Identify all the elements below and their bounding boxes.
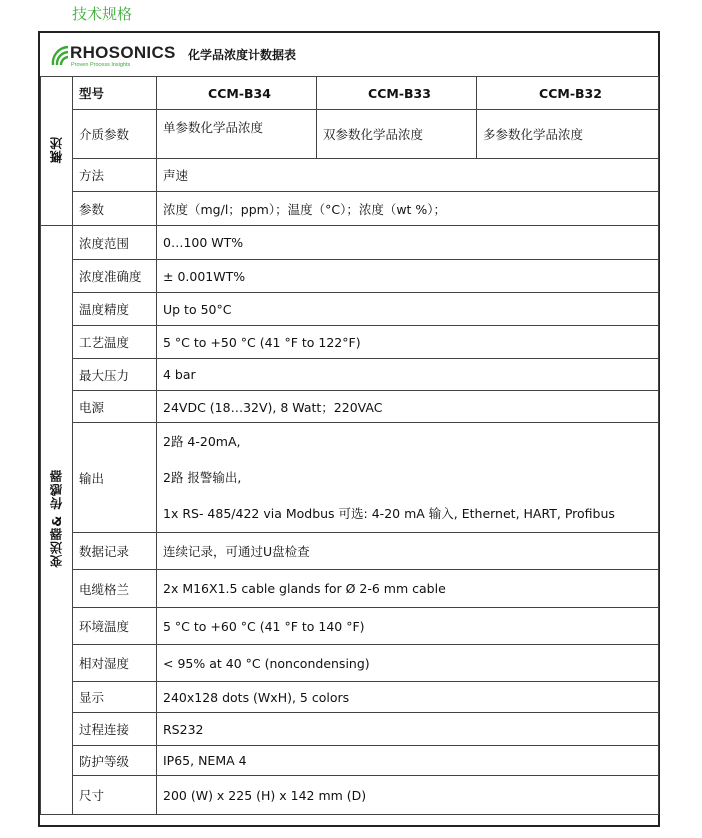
- table-row: [41, 645, 659, 682]
- spec-label: 相对湿度: [73, 645, 157, 682]
- table-row: [41, 110, 659, 159]
- spec-value: Up to 50°C: [157, 293, 659, 326]
- table-row: [41, 293, 659, 326]
- spec-label: 过程连接: [73, 713, 157, 746]
- table-row: [41, 260, 659, 293]
- section-overview: 概述: [41, 77, 73, 226]
- output-line: 2路 报警输出,: [163, 469, 242, 485]
- table-row: [41, 608, 659, 645]
- spec-label: 数据记录: [73, 533, 157, 570]
- model-ccm-b33: CCM-B33: [317, 77, 477, 110]
- table-row: [41, 776, 659, 815]
- spec-label: 环境温度: [73, 608, 157, 645]
- params-label: 参数: [73, 192, 157, 226]
- spec-label: 电源: [73, 391, 157, 423]
- spec-value: RS232: [157, 713, 659, 746]
- spec-label: 尺寸: [73, 776, 157, 815]
- document-title: 化学品浓度计数据表: [188, 48, 297, 62]
- output-value: [157, 423, 659, 533]
- params-value: 浓度（mg/l；ppm）；温度（°C）；浓度（wt %）；: [157, 192, 659, 226]
- spec-label: 防护等级: [73, 746, 157, 776]
- output-label: 输出: [73, 423, 157, 533]
- model-ccm-b34: CCM-B34: [157, 77, 317, 110]
- spec-label: 浓度范围: [73, 226, 157, 260]
- logo-wordmark: RHOSONICS: [70, 43, 176, 62]
- model-ccm-b32: CCM-B32: [477, 77, 659, 110]
- page-title: 技术规格: [72, 5, 133, 23]
- rhosonics-logo: [48, 41, 178, 71]
- spec-table: [40, 76, 659, 815]
- table-row: [41, 746, 659, 776]
- section-transmitter-sensor: 变送器& 传感器: [41, 226, 73, 815]
- medium-b32: 多参数化学品浓度: [477, 110, 659, 159]
- model-label: 型号: [73, 77, 157, 110]
- method-label: 方法: [73, 159, 157, 192]
- spec-value: 240x128 dots (WxH), 5 colors: [157, 682, 659, 713]
- logo-arc-icon: [50, 43, 70, 67]
- medium-label: 介质参数: [73, 110, 157, 159]
- spec-value: < 95% at 40 °C (noncondensing): [157, 645, 659, 682]
- table-row: [41, 391, 659, 423]
- spec-label: 工艺温度: [73, 326, 157, 359]
- output-line: 2路 4-20mA,: [163, 433, 241, 449]
- spec-label: 浓度准确度: [73, 260, 157, 293]
- spec-label: 最大压力: [73, 359, 157, 391]
- spec-value: 0…100 WT%: [157, 226, 659, 260]
- table-row: [41, 77, 659, 110]
- table-row: [41, 226, 659, 260]
- spec-value: 5 °C to +50 °C (41 °F to 122°F): [157, 326, 659, 359]
- table-row: [41, 533, 659, 570]
- table-row: [41, 159, 659, 192]
- table-row: [41, 326, 659, 359]
- medium-b33: 双参数化学品浓度: [317, 110, 477, 159]
- spec-value: 200 (W) x 225 (H) x 142 mm (D): [157, 776, 659, 815]
- spec-label: 显示: [73, 682, 157, 713]
- spec-label: 电缆格兰: [73, 570, 157, 608]
- spec-value: 24VDC (18…32V), 8 Watt；220VAC: [157, 391, 659, 423]
- table-row: [41, 570, 659, 608]
- table-row: [41, 423, 659, 533]
- sheet-header: [40, 33, 658, 77]
- table-row: [41, 192, 659, 226]
- spec-value: 4 bar: [157, 359, 659, 391]
- spec-value: IP65, NEMA 4: [157, 746, 659, 776]
- spec-value: ± 0.001WT%: [157, 260, 659, 293]
- spec-label: 温度精度: [73, 293, 157, 326]
- output-line: 1x RS- 485/422 via Modbus 可选: 4-20 mA 输入, Ethernet, HART, Profibus: [163, 505, 615, 521]
- logo-tagline: Proven Process Insights: [71, 62, 131, 68]
- table-row: [41, 359, 659, 391]
- spec-value: 2x M16X1.5 cable glands for Ø 2-6 mm cable: [157, 570, 659, 608]
- method-value: 声速: [157, 159, 659, 192]
- table-row: [41, 713, 659, 746]
- table-row: [41, 682, 659, 713]
- medium-b34: 单参数化学品浓度: [157, 110, 317, 159]
- spec-value: 连续记录，可通过U盘检查: [157, 533, 659, 570]
- spec-sheet: [38, 31, 660, 827]
- spec-value: 5 °C to +60 °C (41 °F to 140 °F): [157, 608, 659, 645]
